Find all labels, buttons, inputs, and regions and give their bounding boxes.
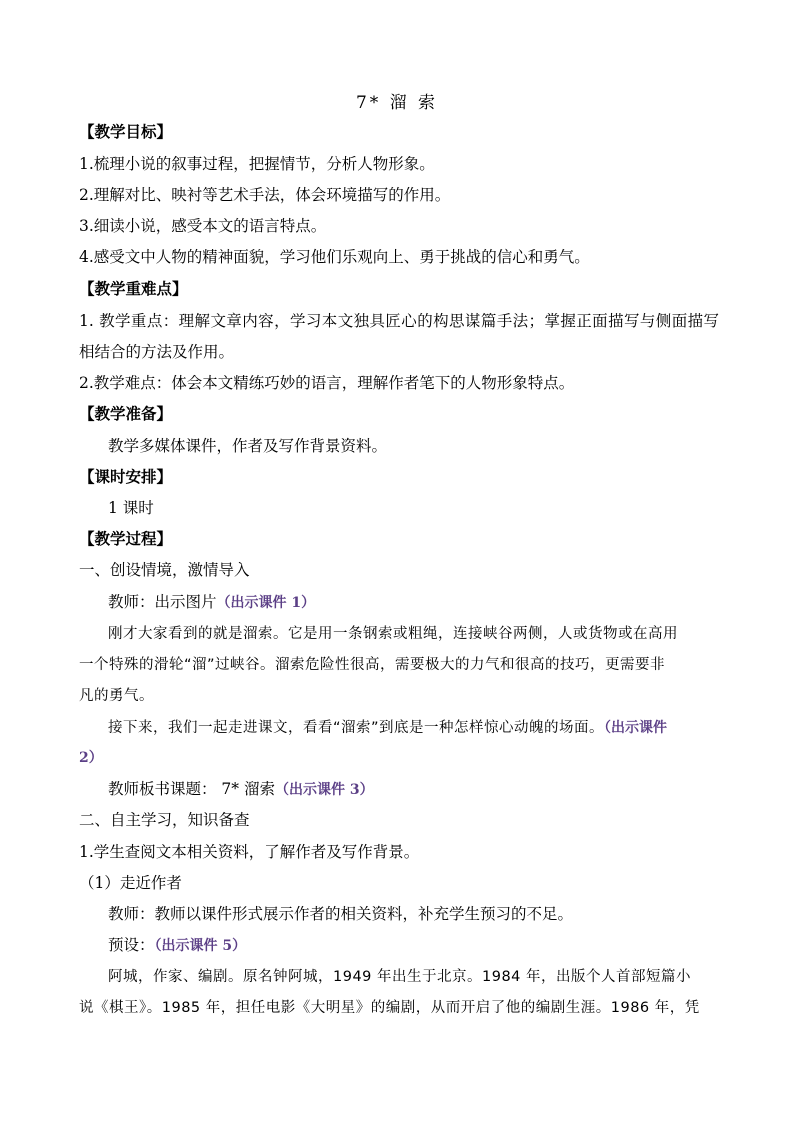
author-para-line-2: 说《棋王》。1985 年，担任电影《大明星》的编剧，从而开启了他的编剧生涯。1986 年，凭 bbox=[79, 1000, 700, 1016]
prep-text: 教学多媒体课件，作者及写作背景资料。 bbox=[108, 437, 388, 455]
board-title-text: 教师板书课题： 7* 溜索 bbox=[108, 780, 275, 798]
next-para-ref-line-2: 2） bbox=[79, 750, 103, 766]
part2-sub-1: （1）走近作者 bbox=[79, 874, 182, 892]
teacher-show-line bbox=[108, 591, 719, 614]
goal-item-1: 1.梳理小说的叙事过程，把握情节，分析人物形象。 bbox=[79, 155, 435, 173]
next-para-text: 接下来，我们一起走进课文，看看“溜索”到底是一种怎样惊心动魄的场面。 bbox=[108, 720, 605, 736]
goal-item-2: 2.理解对比、映衬等艺术手法，体会环境描写的作用。 bbox=[79, 186, 451, 204]
intro-para-line-1: 刚才大家看到的就是溜索。它是用一条钢索或粗绳，连接峡谷两侧，人或货物或在高用 bbox=[108, 626, 678, 642]
schedule-heading: 【课时安排】 bbox=[79, 467, 173, 486]
intro-para-line-2: 一个特殊的滑轮“溜”过峡谷。溜索危险性很高，需要极大的力气和很高的技巧，更需要非 bbox=[79, 657, 666, 673]
key-point-line-1: 1. 教学重点：理解文章内容，学习本文独具匠心的构思谋篇手法；掌握正面描写与侧面描写 bbox=[79, 312, 719, 330]
schedule-text: 1 课时 bbox=[108, 499, 154, 517]
part2-heading: 二、自主学习，知识备查 bbox=[79, 811, 250, 829]
prep-heading: 【教学准备】 bbox=[79, 404, 173, 423]
goal-item-4: 4.感受文中人物的精神面貌，学习他们乐观向上、勇于挑战的信心和勇气。 bbox=[79, 248, 590, 266]
document-title: 7* 溜 索 bbox=[355, 93, 439, 113]
preset-line bbox=[108, 934, 719, 957]
preset-label: 预设： bbox=[108, 936, 155, 954]
board-title-line bbox=[108, 778, 719, 801]
difficult-point: 2.教学难点：体会本文精练巧妙的语言，理解作者笔下的人物形象特点。 bbox=[79, 374, 575, 392]
goals-heading: 【教学目标】 bbox=[79, 122, 173, 141]
teacher-show-ref: （出示课件 1） bbox=[216, 595, 316, 611]
board-title-ref: （出示课件 3） bbox=[274, 782, 374, 798]
teacher-author: 教师：教师以课件形式展示作者的相关资料，补充学生预习的不足。 bbox=[108, 905, 574, 923]
preset-ref: （出示课件 5） bbox=[154, 938, 247, 954]
key-heading: 【教学重难点】 bbox=[79, 279, 188, 298]
process-heading: 【教学过程】 bbox=[79, 529, 173, 548]
next-para-line-1 bbox=[108, 716, 719, 739]
next-para-ref: （出示课件 bbox=[604, 720, 668, 736]
teacher-show-text: 教师：出示图片 bbox=[108, 593, 217, 611]
part2-item-1: 1.学生查阅文本相关资料，了解作者及写作背景。 bbox=[79, 843, 420, 861]
intro-para-line-3: 凡的勇气。 bbox=[79, 688, 154, 704]
key-point-line-2: 相结合的方法及作用。 bbox=[79, 343, 235, 361]
part1-heading: 一、创设情境，激情导入 bbox=[79, 561, 250, 579]
goal-item-3: 3.细读小说，感受本文的语言特点。 bbox=[79, 217, 327, 235]
author-para-line-1: 阿城，作家、编剧。原名钟阿城，1949 年出生于北京。1984 年，出版个人首部短篇小 bbox=[108, 969, 692, 985]
